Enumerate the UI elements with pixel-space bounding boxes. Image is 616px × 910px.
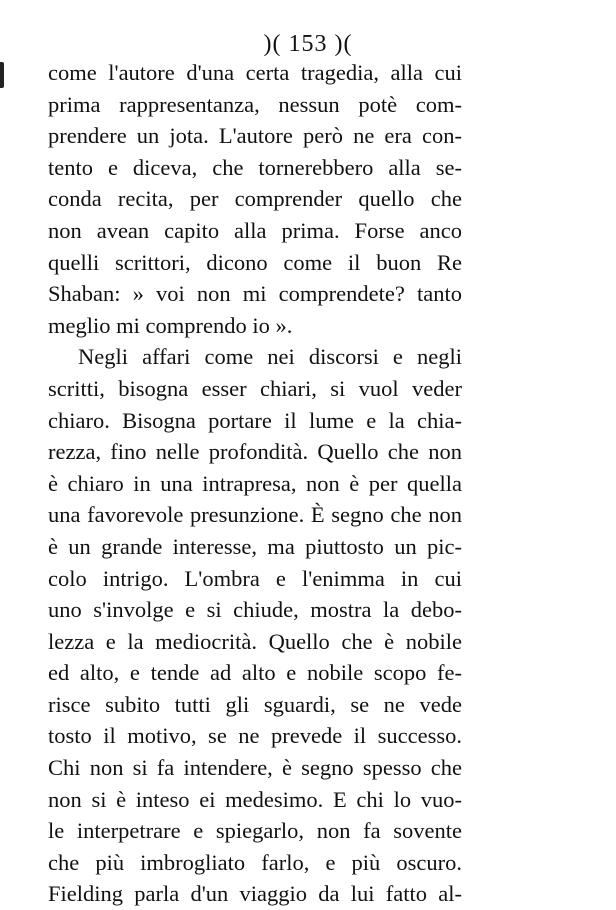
- text-line: chiaro. Bisogna portare il lume e la chia-: [48, 407, 462, 433]
- page-number: )( 153 )(: [263, 31, 353, 57]
- text-line: che più imbrogliato farlo, e più oscuro.: [48, 849, 462, 875]
- text-line: colo intrigo. L'ombra e l'enimma in cui: [48, 565, 462, 591]
- text-line: Shaban: » voi non mi comprendete? tanto: [48, 281, 462, 307]
- text-line: come l'autore d'una certa tragedia, alla cui: [48, 60, 462, 85]
- text-line: risce subito tutti gli sguardi, se ne vede: [48, 691, 462, 717]
- text-line: lezza e la mediocrità. Quello che è nobile: [48, 628, 462, 654]
- text-line: non si è inteso ei medesimo. E chi lo vuo-: [48, 786, 462, 812]
- text-line: Chi non si fa intendere, è segno spesso che: [48, 755, 462, 781]
- text-line: tento e diceva, che tornerebbero alla se-: [48, 154, 462, 180]
- body-text: [48, 57, 462, 910]
- text-line: è chiaro in una intrapresa, non è per quella: [48, 470, 462, 496]
- text-line: conda recita, per comprender quello che: [48, 186, 462, 212]
- page-edge-mark: [0, 62, 4, 88]
- text-line: Negli affari come nei discorsi e negli: [78, 344, 462, 370]
- text-line: le interpetrare e spiegarlo, non fa sovente: [48, 818, 462, 844]
- text-line: ed alto, e tende ad alto e nobile scopo fe-: [48, 660, 462, 686]
- text-line: quelli scrittori, dicono come il buon Re: [48, 249, 462, 275]
- text-line: scritti, bisogna esser chiari, si vuol veder: [48, 375, 462, 401]
- text-line: non avean capito alla prima. Forse anco: [48, 217, 462, 243]
- text-line: Fielding parla d'un viaggio da lui fatto al-: [48, 881, 462, 907]
- text-line: prima rappresentanza, nessun potè com-: [48, 91, 462, 117]
- text-line: una favorevole presunzione. È segno che non: [48, 502, 462, 528]
- text-line: meglio mi comprendo io ».: [48, 312, 293, 338]
- text-line: rezza, fino nelle profondità. Quello che non: [48, 439, 462, 465]
- text-line: prendere un jota. L'autore però ne era con-: [48, 123, 462, 149]
- text-line: tosto il motivo, se ne prevede il successo.: [48, 723, 462, 749]
- text-line: è un grande interesse, ma piuttosto un pic-: [48, 533, 462, 559]
- text-line: uno s'involge e si chiude, mostra la debo-: [48, 597, 462, 623]
